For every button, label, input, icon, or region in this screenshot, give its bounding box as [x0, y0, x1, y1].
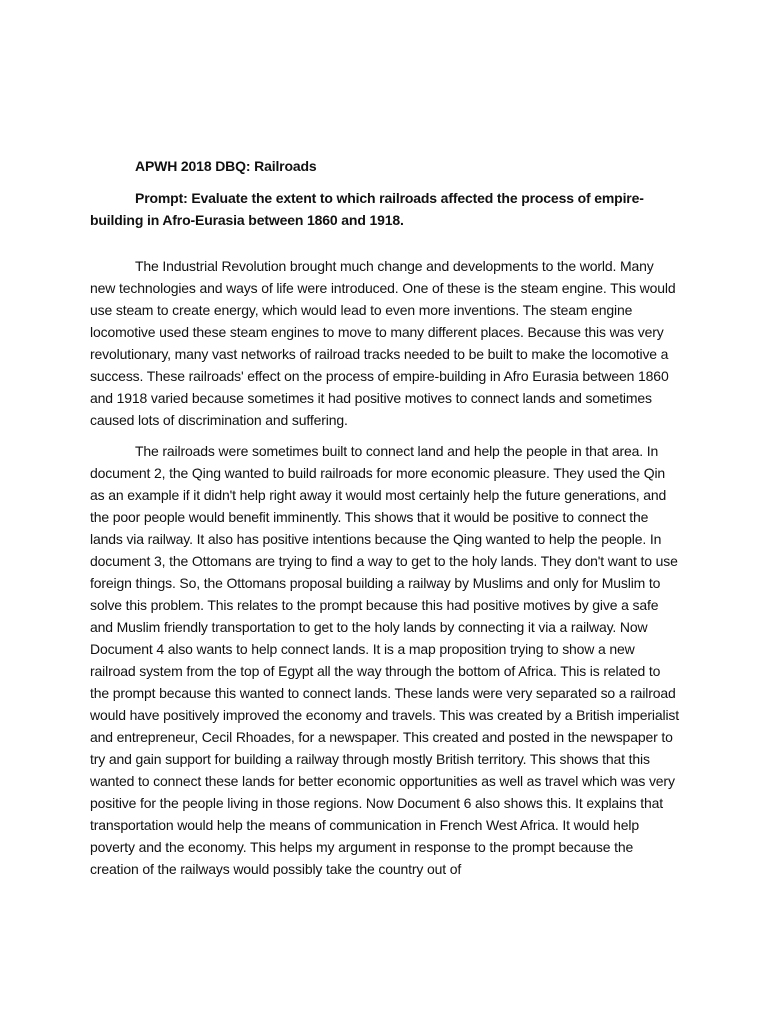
paragraph-introduction: The Industrial Revolution brought much change and developments to the world. Many new technologies and ways of life were introduced. One of these is the steam engine. This would use steam to create energy, which would lead to even more inventions. The steam engine locomotive used these steam engines to move to many different places. Because this was very revolutionary, many vast networks of railroad tracks needed to be built to make the locomotive a success. These railroads' effect on the process of empire-building in Afro Eurasia between 1860 and 1918 varied because sometimes it had positive motives to connect lands and sometimes caused lots of discrimination and suffering.: [90, 258, 676, 428]
document-title: APWH 2018 DBQ: Railroads: [135, 158, 317, 174]
document-body: [90, 155, 682, 889]
essay-prompt: Prompt: Evaluate the extent to which railroads affected the process of empire-building in Afro-Eurasia between 1860 and 1918.: [90, 190, 644, 228]
paragraph-body-1: The railroads were sometimes built to connect land and help the people in that area. In document 2, the Qing wanted to build railroads for more economic pleasure. They used the Qin as an example if it didn't help right away it would most certainly help the future generations, and the poor people would benefit imminently. This shows that it would be positive to connect the lands via railway. It also has positive intentions because the Qing wanted to help the people. In document 3, the Ottomans are trying to find a way to get to the holy lands. They don't want to use foreign things. So, the Ottomans proposal building a railway by Muslims and only for Muslim to solve this problem. This relates to the prompt because this had positive motives by give a safe and Muslim friendly transportation to get to the holy lands by connecting it via a railway. Now Document 4 also wants to help connect lands. It is a map proposition trying to show a new railroad system from the top of Egypt all the way through the bottom of Africa. This is related to the prompt because this wanted to connect lands. These lands were very separated so a railroad would have positively improved the economy and travels. This was created by a British imperialist and entrepreneur, Cecil Rhoades, for a newspaper. This created and posted in the newspaper to try and gain support for building a railway through mostly British territory. This shows that this wanted to connect these lands for better economic opportunities as well as travel which was very positive for the people living in those regions. Now Document 6 also shows this. It explains that transportation would help the means of communication in French West Africa. It would help poverty and the economy. This helps my argument in response to the prompt because the creation of the railways would possibly take the country out of: [90, 443, 680, 877]
